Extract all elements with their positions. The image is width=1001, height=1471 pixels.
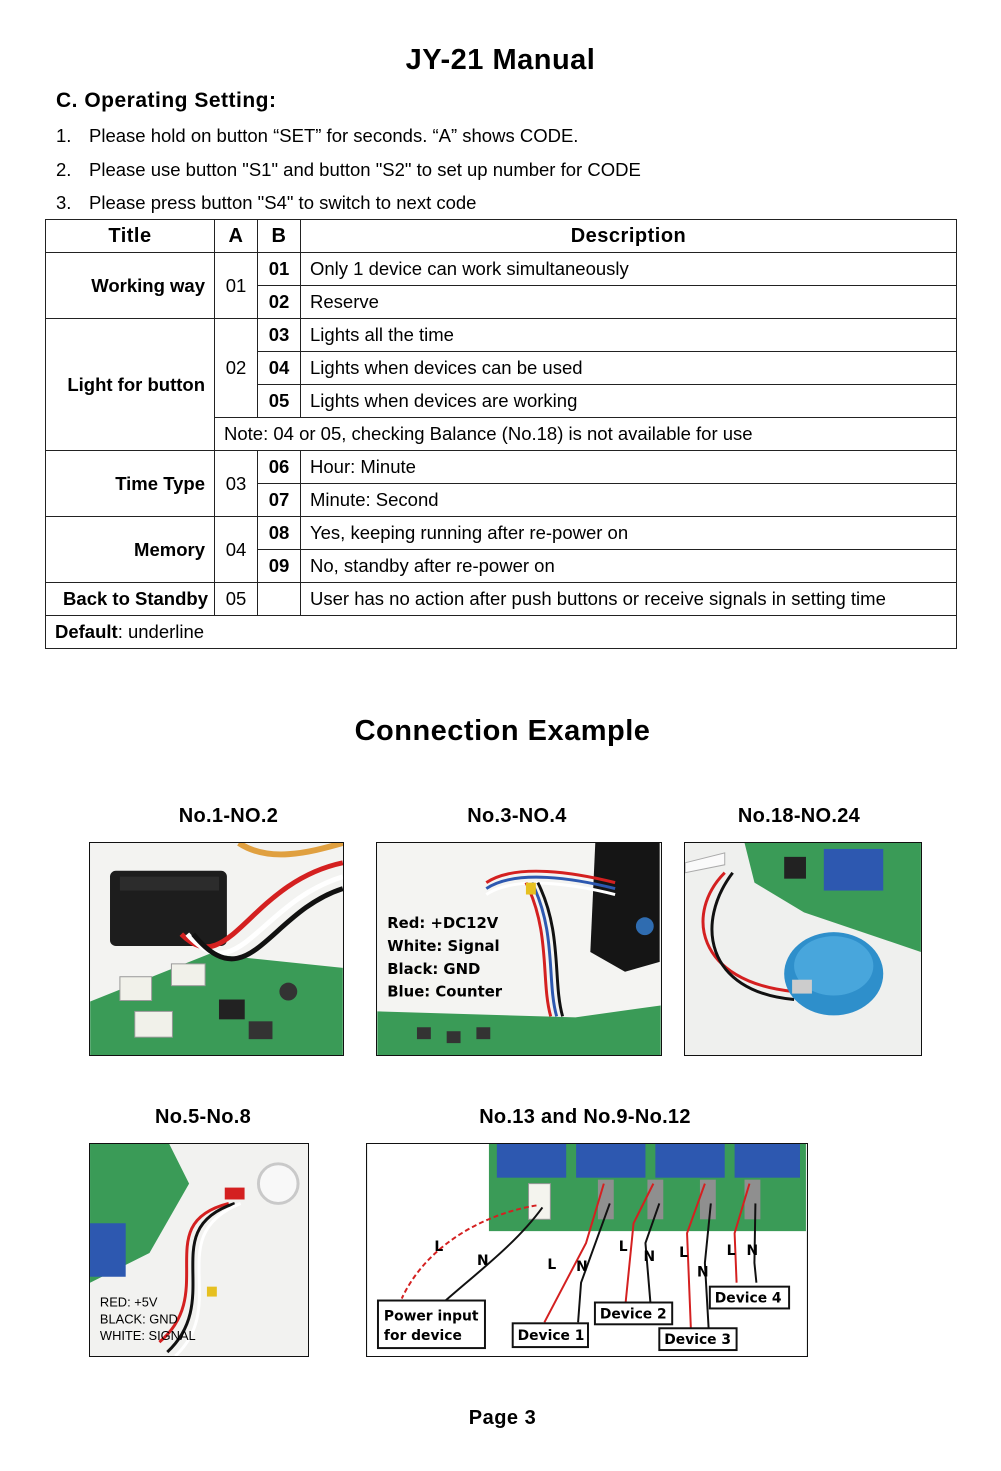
photo-no5-8-image xyxy=(90,1144,308,1356)
default-note xyxy=(46,616,957,649)
code-b: 03 xyxy=(258,319,301,352)
label-l: L xyxy=(434,1238,444,1255)
table-row xyxy=(46,583,957,616)
header-b: B xyxy=(258,220,301,253)
label-n: N xyxy=(477,1252,489,1269)
description-cell: Hour: Minute xyxy=(301,451,957,484)
step-item: 1. Please hold on button “SET” for seconds. “A” shows CODE. xyxy=(56,125,579,146)
table-header-row xyxy=(46,220,957,253)
wire-label-blue: Blue: Counter xyxy=(387,982,503,1001)
relay-wiring-diagram xyxy=(367,1144,807,1356)
description-cell: Minute: Second xyxy=(301,484,957,517)
steps-list xyxy=(56,122,641,223)
code-b: 01 xyxy=(258,253,301,286)
description-cell: Only 1 device can work simultaneously xyxy=(301,253,957,286)
label-l: L xyxy=(679,1244,688,1261)
photo-no5-8 xyxy=(89,1143,309,1357)
default-value: : underline xyxy=(117,621,205,642)
caption-no5-8: No.5-No.8 xyxy=(154,1106,252,1128)
description-cell: Reserve xyxy=(301,286,957,319)
caption-no1-2: No.1-NO.2 xyxy=(178,805,279,827)
table-row xyxy=(46,319,957,352)
title-memory: Memory xyxy=(46,517,215,583)
page-number: Page 3 xyxy=(468,1407,537,1429)
document-title: JY-21 Manual xyxy=(405,44,596,76)
photo-no3-4-image xyxy=(377,843,661,1055)
caption-no18-24: No.18-NO.24 xyxy=(737,805,861,827)
default-label: Default xyxy=(55,621,118,642)
code-a: 01 xyxy=(215,253,258,319)
caption-no3-4: No.3-NO.4 xyxy=(467,805,567,827)
settings-table xyxy=(45,219,957,649)
code-a: 02 xyxy=(215,319,258,418)
step-item: 3. Please press button "S4" to switch to next code xyxy=(56,192,477,213)
wire-label-red: RED: +5V xyxy=(99,1294,158,1310)
header-title: Title xyxy=(46,220,215,253)
photo-no3-4 xyxy=(376,842,662,1056)
device-4-label: Device 4 xyxy=(714,1290,782,1307)
label-n: N xyxy=(576,1258,588,1275)
code-b: 04 xyxy=(258,352,301,385)
label-n: N xyxy=(643,1248,656,1265)
label-l: L xyxy=(726,1242,736,1259)
step-item: 2. Please use button "S1" and button "S2" to set up number for CODE xyxy=(56,158,641,180)
power-input-label-2: for device xyxy=(383,1328,462,1345)
table-row xyxy=(46,253,957,286)
label-n: N xyxy=(696,1264,709,1281)
table-row xyxy=(46,451,957,484)
code-b: 05 xyxy=(258,385,301,418)
code-b: 06 xyxy=(258,451,301,484)
label-l: L xyxy=(618,1238,628,1255)
code-b: 09 xyxy=(258,550,301,583)
title-time-type: Time Type xyxy=(46,451,215,517)
photo-no1-2-image xyxy=(90,843,343,1055)
code-a: 03 xyxy=(215,451,258,517)
wire-label-white: WHITE: SIGNAL xyxy=(99,1328,196,1344)
code-a: 04 xyxy=(215,517,258,583)
description-cell: Lights when devices can be used xyxy=(301,352,957,385)
code-b xyxy=(258,583,301,616)
description-cell: Lights when devices are working xyxy=(301,385,957,418)
wire-label-white: White: Signal xyxy=(387,936,500,955)
device-1-label: Device 1 xyxy=(517,1328,585,1345)
label-l: L xyxy=(547,1256,557,1273)
header-a: A xyxy=(215,220,258,253)
header-description: Description xyxy=(301,220,957,253)
photo-no1-2 xyxy=(89,842,344,1056)
wire-label-red: Red: +DC12V xyxy=(387,914,499,933)
label-n: N xyxy=(746,1242,759,1259)
title-back-to-standby: Back to Standby xyxy=(46,583,215,616)
device-2-label: Device 2 xyxy=(599,1306,667,1323)
device-3-label: Device 3 xyxy=(664,1332,732,1349)
code-a: 05 xyxy=(215,583,258,616)
title-light-for-button: Light for button xyxy=(46,319,215,451)
code-b: 02 xyxy=(258,286,301,319)
description-cell: No, standby after re-power on xyxy=(301,550,957,583)
caption-no13-9-12: No.13 and No.9-No.12 xyxy=(479,1106,691,1128)
table-row xyxy=(46,517,957,550)
connection-title: Connection Example xyxy=(354,715,651,747)
photo-no13-9-12 xyxy=(366,1143,808,1357)
description-cell: Lights all the time xyxy=(301,319,957,352)
code-b: 08 xyxy=(258,517,301,550)
section-heading: C. Operating Setting: xyxy=(56,89,277,112)
description-cell: Yes, keeping running after re-power on xyxy=(301,517,957,550)
photo-no18-24 xyxy=(684,842,922,1056)
title-working-way: Working way xyxy=(46,253,215,319)
wire-label-black: BLACK: GND xyxy=(99,1311,178,1327)
power-input-label: Power input xyxy=(383,1308,479,1325)
description-cell: User has no action after push buttons or receive signals in setting time xyxy=(301,583,957,616)
light-note: Note: 04 or 05, checking Balance (No.18) is not available for use xyxy=(215,418,957,451)
wire-label-black: Black: GND xyxy=(387,959,481,978)
table-row xyxy=(46,616,957,649)
code-b: 07 xyxy=(258,484,301,517)
photo-no18-24-image xyxy=(685,843,921,1055)
